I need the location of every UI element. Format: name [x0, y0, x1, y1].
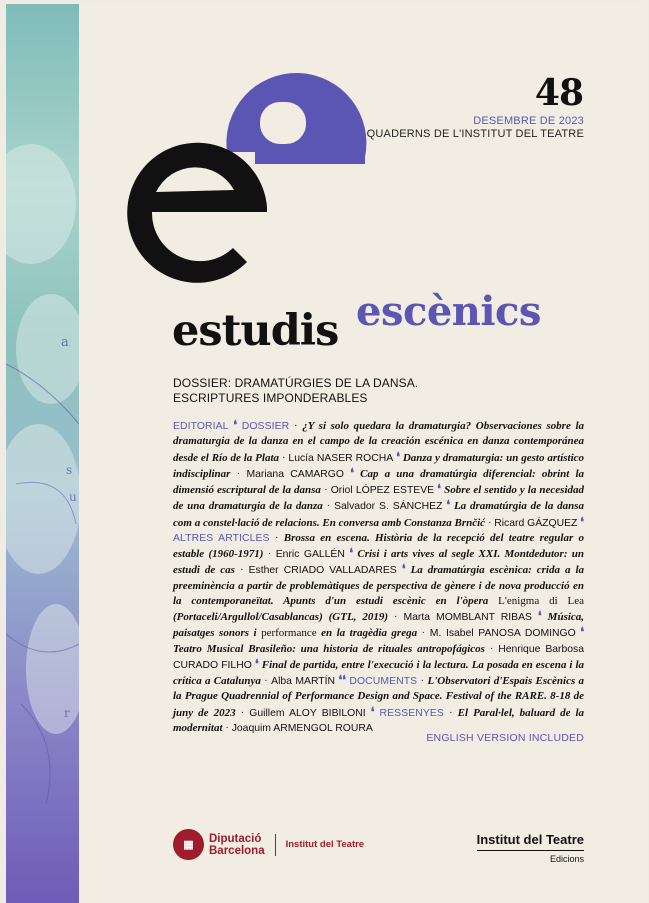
article-title: La dramatúrgia escènica: crida a la preeminència a partir de problemàtiques de perspectiva de gènere i de nova producció en la contemporaneïtat. Apunts d'un estudi escènic en l'òpera	[173, 564, 585, 607]
ee-logo-icon	[127, 72, 367, 287]
quote-mark-icon: ❛	[349, 546, 354, 560]
quote-mark-icon: ❛	[580, 625, 585, 640]
diputacio-logo	[173, 829, 364, 860]
article-title: Danza y dramaturgia: un gesto artístico indisciplinar	[173, 451, 585, 480]
article-author: Lucía NASER ROCHA	[288, 452, 394, 464]
article-title: Música, paisatges sonors i	[173, 611, 585, 640]
title-estudis: estudis	[172, 306, 339, 356]
journal-title	[172, 288, 602, 364]
article-title: Final de partida, entre l'execució i la lectura. La posada en escena i la crítica a Catalunya	[173, 658, 584, 687]
publisher-logo	[477, 832, 584, 864]
article-title: L'Observatori d'Espais Escènics a la Prague Quadrennial of Performance Design and Space. Festival of the RARE. 8-18 de juny de 2023	[173, 675, 585, 719]
table-of-contents: EDITORIAL ❛ DOSSIER · ¿Y si solo quedara la dramaturgia? Observaciones sobre la dramaturgia de la danza en el campo de la creación escénica en danza contemporánea desde el Río de la Plata · Lucía NASER ROCHA ❛ Danza y dramaturgia: un gesto artístico indisciplinar · Mariana CAMARGO ❛ Cap a una dramatúrgia diferencial: obrint la dimensió escriptural de la dansa · Oriol LÓPEZ ESTEVE ❛ Sobre el sentido y la necesidad de una dramaturgia de la danza · Salvador S. SÁNCHEZ ❛ La dramatúrgia de la dansa com a constel·lació de relacions. En conversa amb Constanza Brnčić · Ricard GÁZQUEZ ❛ ALTRES ARTICLES · Brossa en escena. Història de la recepció del teatre regular o estable (1960-1971) · Enric GALLÉN ❛ Crisi i arts vives al segle XXI. Montdedutor: un estudi de cas · Esther CRIADO VALLADARES ❛ La dramatúrgia escènica: crida a la preeminència a partir de problemàtiques de perspectiva de gènere i de nova producció en la contemporaneïtat. Apunts d'un estudi escènic en l'òpera L'enigma di Lea (Portaceli/Argullol/Casablancas) (GTL, 2019) · Marta MOMBLANT RIBAS ❛ Música, paisatges sonors i performance en la tragèdia grega · M. Isabel PANOSA DOMINGO ❛ Teatro Musical Brasileño: una historia de rituales antropofágicos · Henrique Barbosa CURADO FILHO ❛ Final de partida, entre l'execució i la lectura. La posada en escena i la crítica a Catalunya · Alba MARTÍN ❛❛ DOCUMENTS · L'Observatori d'Espais Escènics a la Prague Quadrennial of Performance Design and Space. Festival of the RARE. 8-18 de juny de 2023 · Guillem ALOY BIBILONI ❛ RESSENYES · El Paral·lel, baluard de la modernitat · Joaquim ARMENGOL ROURA	[173, 418, 585, 734]
dossier-heading	[173, 376, 418, 406]
article-title-roman: L'enigma di Lea	[498, 594, 584, 607]
diputacio-name: Diputació Barcelona	[209, 832, 265, 857]
quote-mark-icon: ❛	[370, 704, 375, 719]
article-title-roman: performance	[261, 627, 317, 640]
quote-mark-icon: ❛	[401, 562, 406, 577]
section-dossier: DOSSIER	[241, 421, 290, 432]
svg-text:u: u	[69, 490, 77, 504]
dipu-partner-label: Institut del Teatre	[285, 839, 365, 850]
article-author: Oriol LÓPEZ ESTEVE	[330, 485, 435, 496]
english-version-note: ENGLISH VERSION INCLUDED	[426, 732, 584, 744]
svg-text:a: a	[61, 335, 69, 350]
article-author: Enric GALLÉN	[275, 549, 345, 560]
quote-mark-icon: ❛	[537, 609, 542, 623]
issue-date: DESEMBRE DE 2023	[473, 115, 584, 127]
article-author: Marta MOMBLANT RIBAS	[403, 612, 532, 623]
article-title: Crisi i arts vives al segle XXI. Montdedutor: un estudi de cas	[173, 548, 585, 577]
article-author: Ricard GÁZQUEZ	[494, 517, 578, 529]
article-author: Joaquim ARMENGOL ROURA	[231, 722, 373, 734]
publisher-rule	[477, 850, 584, 851]
article-author: M. Isabel PANOSA DOMINGO	[429, 628, 576, 640]
journal-subtitle: QUADERNS DE L'INSTITUT DEL TEATRE	[366, 128, 584, 140]
dossier-line-1: DOSSIER: DRAMATÚRGIES DE LA DANSA.	[173, 376, 419, 390]
quote-mark-icon: ❛	[580, 514, 585, 529]
svg-text:s: s	[66, 463, 73, 477]
title-escenics: escènics	[356, 288, 541, 335]
publisher-name: Institut del Teatre	[476, 832, 584, 847]
quote-mark-icon: ❛	[446, 498, 451, 513]
article-title: Brossa en escena. Història de la recepció del teatre regular o estable (1960-1971)	[173, 531, 585, 560]
article-title: La dramatúrgia de la dansa com a constel·lació de relacions. En conversa amb Constanza Brnčić	[173, 500, 585, 529]
quote-mark-icon: ❛	[233, 418, 238, 432]
svg-text:r: r	[64, 706, 70, 720]
article-title: en la tragèdia grega	[321, 627, 418, 640]
quote-mark-icon: ❛	[437, 482, 442, 496]
article-author: Esther CRIADO VALLADARES	[248, 565, 397, 577]
publisher-imprint: Edicions	[549, 854, 584, 864]
article-title: (Portaceli/Argullol/Casablancas) (GTL, 2019)	[173, 611, 388, 623]
article-author: Mariana CAMARGO	[246, 468, 344, 480]
article-title: Cap a una dramatúrgia diferencial: obrint la dimensió escriptural de la dansa	[173, 467, 585, 496]
quote-mark-icon: ❛	[254, 656, 259, 671]
quote-mark-icon: ❛	[350, 465, 354, 480]
logo-divider	[275, 834, 276, 856]
cover-spine-image	[6, 4, 79, 903]
section-ressenyes: RESSENYES	[379, 707, 444, 719]
article-title: ¿Y si solo quedara la dramaturgia? Observaciones sobre la dramaturgia de la danza en el campo de la creación escénica en danza contemporánea desde el Río de la Plata	[173, 420, 585, 464]
article-title: Sobre el sentido y la necesidad de una dramaturgia de la danza	[173, 484, 585, 513]
article-author: Alba MARTÍN	[271, 676, 336, 687]
section-altres-articles: ALTRES ARTICLES	[173, 532, 270, 544]
article-title: Teatro Musical Brasileño: una historia de rituales antropofágicos	[173, 642, 485, 655]
dossier-line-2: ESCRIPTURES IMPONDERABLES	[173, 391, 368, 405]
article-author: Guillem ALOY BIBILONI	[249, 707, 366, 719]
section-editorial: EDITORIAL	[173, 421, 229, 432]
section-documents: DOCUMENTS	[349, 676, 418, 687]
issue-number: 48	[534, 72, 583, 114]
article-author: Henrique Barbosa CURADO FILHO	[173, 643, 585, 671]
diputacio-emblem-icon: ▦	[173, 829, 204, 860]
quote-mark-icon: ❛❛	[338, 673, 347, 687]
article-author: Salvador S. SÁNCHEZ	[334, 501, 443, 513]
article-title: El Paral·lel, baluard de la modernitat	[173, 706, 585, 734]
quote-mark-icon: ❛	[396, 449, 400, 464]
